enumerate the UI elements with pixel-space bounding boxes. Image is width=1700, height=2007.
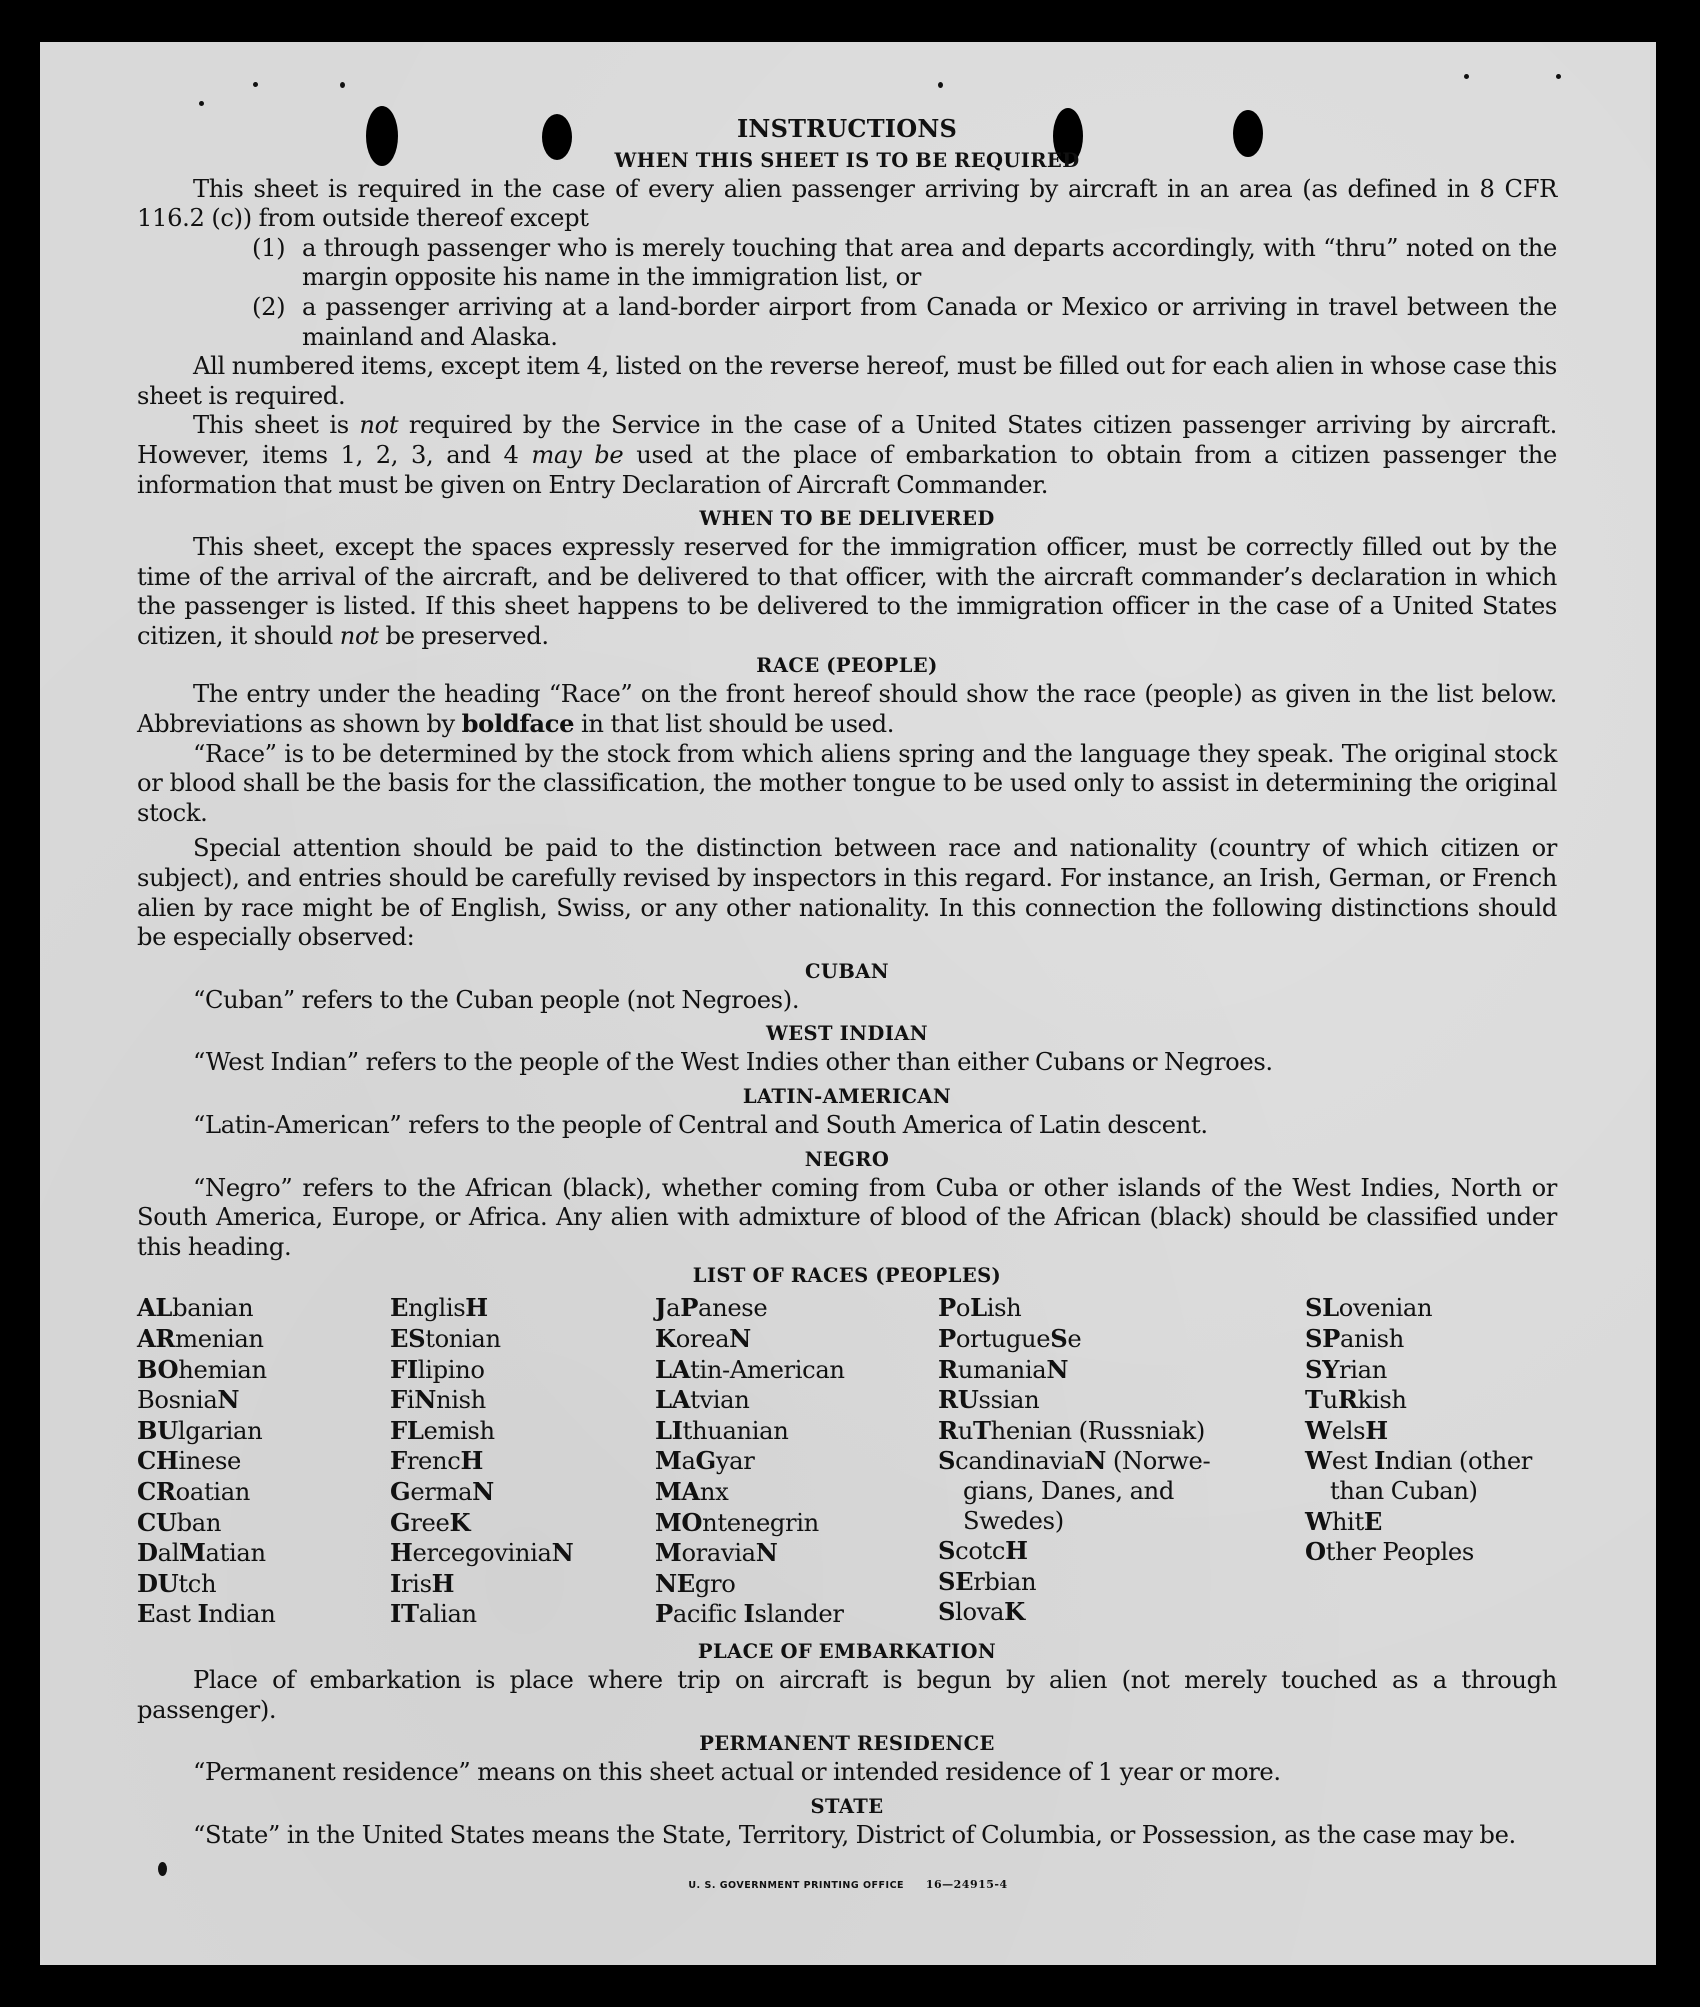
race-name-part: tvian xyxy=(690,1386,750,1415)
race-abbreviation: DU xyxy=(137,1568,179,1598)
race-name-part: umania xyxy=(957,1355,1047,1384)
race-entry xyxy=(655,1569,938,1600)
race-abbreviation: NE xyxy=(655,1568,695,1598)
race-list-column xyxy=(390,1293,655,1630)
race-abbreviation: W xyxy=(1305,1415,1332,1445)
section-heading-required: WHEN THIS SHEET IS TO BE REQUIRED xyxy=(614,148,1080,172)
race-name-part: acific xyxy=(672,1600,744,1629)
race-entry xyxy=(655,1538,938,1569)
race-abbreviation: I xyxy=(197,1599,209,1629)
west-indian-para: “West Indian” refers to the people of the West Indies other than either Cubans or Negroes. xyxy=(193,1048,1273,1077)
race-name-part: orea xyxy=(675,1325,730,1353)
race-para-1 xyxy=(137,680,1557,740)
speck-mark xyxy=(253,82,258,87)
race-entry xyxy=(1305,1537,1557,1568)
race-entry xyxy=(655,1293,938,1324)
race-entry xyxy=(137,1324,390,1355)
race-abbreviation: K xyxy=(1004,1597,1025,1627)
emphasis-text: not xyxy=(359,411,399,440)
race-entry xyxy=(390,1477,655,1508)
section-heading-state: STATE xyxy=(810,1794,884,1818)
race-name-part: al xyxy=(157,1539,180,1568)
race-abbreviation: SY xyxy=(1305,1354,1340,1384)
race-name-part: e xyxy=(1067,1325,1082,1353)
latin-american-para: “Latin-American” refers to the people of Central and South America of Latin descent. xyxy=(193,1111,1208,1140)
race-entry xyxy=(938,1385,1305,1416)
race-abbreviation: R xyxy=(938,1354,958,1384)
race-abbreviation: D xyxy=(137,1538,158,1568)
speck-mark xyxy=(1556,74,1561,79)
race-entry xyxy=(1305,1446,1557,1477)
race-entry xyxy=(390,1324,655,1355)
race-abbreviation: T xyxy=(1305,1385,1323,1415)
race-entry xyxy=(655,1477,938,1508)
race-entry xyxy=(1305,1324,1557,1355)
race-abbreviation: E xyxy=(137,1599,156,1629)
race-entry xyxy=(390,1416,655,1447)
race-abbreviation: N xyxy=(551,1538,574,1568)
race-abbreviation: N xyxy=(217,1385,240,1415)
race-abbreviation: AL xyxy=(137,1293,173,1323)
race-entry xyxy=(655,1355,938,1386)
race-abbreviation: E xyxy=(390,1293,409,1323)
race-entry xyxy=(938,1536,1305,1567)
race-abbreviation: BO xyxy=(137,1354,179,1384)
race-name-part: hit xyxy=(1331,1507,1364,1536)
race-name-part: u xyxy=(957,1416,973,1445)
section-heading-list-of-races: LIST OF RACES (PEOPLES) xyxy=(692,1264,1002,1288)
text-run: be preserved. xyxy=(378,621,549,650)
race-entry-continuation: gians, Danes, and xyxy=(963,1476,1175,1505)
exception-item xyxy=(252,234,1557,293)
race-abbreviation: IT xyxy=(390,1599,419,1629)
race-abbreviation: LA xyxy=(655,1354,691,1384)
race-abbreviation: S xyxy=(938,1536,956,1566)
race-name-part: a xyxy=(681,1447,696,1476)
race-abbreviation: AR xyxy=(137,1324,176,1353)
race-name-part: thuanian xyxy=(682,1416,789,1445)
race-abbreviation: P xyxy=(938,1324,956,1353)
form-code: 16—24915-4 xyxy=(925,1878,1008,1891)
race-name-part: yar xyxy=(715,1447,755,1476)
race-name-part: lgarian xyxy=(177,1416,263,1445)
race-abbreviation: N xyxy=(755,1538,778,1568)
race-entry xyxy=(390,1508,655,1539)
speck-mark xyxy=(1464,74,1469,79)
race-entry xyxy=(137,1508,390,1539)
race-name-part: renc xyxy=(406,1447,461,1476)
embarkation-para: Place of embarkation is place where trip on aircraft is begun by alien (not merely touched as a through passenger). xyxy=(137,1665,1557,1724)
text-run: required by the Service in the case of a United States citizen passenger arriving by aircraft. However, items 1, 2, 3, and 4 xyxy=(137,411,1557,469)
race-abbreviation: CH xyxy=(137,1446,179,1476)
race-abbreviation: SP xyxy=(1305,1324,1340,1353)
race-abbreviation: ES xyxy=(390,1324,426,1353)
race-entry xyxy=(655,1508,938,1539)
race-name-part: i xyxy=(406,1386,415,1415)
race-abbreviation: LI xyxy=(655,1415,683,1445)
race-abbreviation: H xyxy=(1005,1536,1028,1566)
text-run: This sheet is xyxy=(193,411,360,440)
page-title: INSTRUCTIONS xyxy=(737,114,957,143)
race-list-column xyxy=(1305,1293,1557,1630)
race-para-2: “Race” is to be determined by the stock from which aliens spring and the language they speak. The original stock or blood shall be the basis for the classification, the mother tongue to be used only to assist in determining the original stock. xyxy=(137,739,1557,827)
race-name-part: cotc xyxy=(955,1537,1006,1566)
race-abbreviation: LA xyxy=(655,1385,691,1415)
race-name-part: nx xyxy=(699,1477,729,1506)
race-entry xyxy=(137,1355,390,1386)
section-heading-west-indian: WEST INDIAN xyxy=(766,1022,928,1046)
race-abbreviation: P xyxy=(655,1599,673,1629)
race-abbreviation: I xyxy=(1374,1446,1386,1476)
race-entry xyxy=(655,1385,938,1416)
printer-imprint xyxy=(40,1878,1656,1891)
race-name-part: ban xyxy=(176,1508,222,1537)
race-abbreviation: O xyxy=(1305,1537,1326,1567)
race-abbreviation: L xyxy=(970,1293,987,1323)
race-entry xyxy=(137,1293,390,1324)
race-entry xyxy=(137,1599,390,1630)
race-abbreviation: K xyxy=(655,1324,676,1353)
state-para: “State” in the United States means the State, Territory, District of Columbia, or Possession, as the case may be. xyxy=(193,1820,1516,1849)
instructions-body xyxy=(137,114,1557,1850)
race-abbreviation: J xyxy=(655,1293,667,1323)
race-name-part: ast xyxy=(155,1600,198,1629)
race-name-part: kish xyxy=(1357,1386,1407,1415)
race-name-part: anese xyxy=(698,1294,768,1323)
race-name-part: est xyxy=(1331,1447,1375,1476)
race-entry xyxy=(938,1416,1305,1447)
printer-name: U. S. GOVERNMENT PRINTING OFFICE xyxy=(688,1880,905,1891)
race-name-part: ntenegrin xyxy=(702,1508,819,1537)
race-entry xyxy=(938,1324,1305,1355)
race-para-3: Special attention should be paid to the distinction between race and nationality (country of which citizen or subject), and entries should be carefully revised by inspectors in this regard. For instance, an Irish, German, or French alien by race might be of English, Swiss, or any other nationality. In this connection the following distinctions should be especially observed: xyxy=(137,834,1557,952)
exception-number: (1) xyxy=(252,233,286,262)
race-list-column xyxy=(137,1293,390,1630)
race-name-part: alian xyxy=(418,1600,477,1629)
race-name-part: ovenian xyxy=(1338,1294,1433,1323)
race-list xyxy=(137,1293,1557,1630)
race-entry xyxy=(655,1446,938,1477)
race-name-part: ree xyxy=(410,1508,450,1537)
race-entry xyxy=(655,1599,938,1630)
race-abbreviation: CU xyxy=(137,1507,177,1537)
race-abbreviation: R xyxy=(1337,1385,1358,1415)
race-name-part: gro xyxy=(694,1569,736,1598)
race-entry xyxy=(655,1324,938,1355)
race-entry xyxy=(137,1538,390,1569)
race-name-part: Bosnia xyxy=(137,1386,218,1415)
race-abbreviation: W xyxy=(1305,1506,1332,1536)
race-abbreviation: H xyxy=(390,1538,413,1568)
race-abbreviation: G xyxy=(390,1476,411,1506)
race-name-part: nglis xyxy=(408,1294,466,1323)
race-name-part: ris xyxy=(400,1569,432,1598)
race-name-part: oatian xyxy=(175,1477,250,1506)
race-abbreviation: M xyxy=(655,1538,682,1568)
race-abbreviation: P xyxy=(680,1293,699,1323)
text-run: in that list should be used. xyxy=(574,710,895,739)
race-name-part: rbian xyxy=(973,1567,1037,1596)
race-abbreviation: S xyxy=(938,1446,956,1476)
race-name-part: erma xyxy=(410,1477,473,1506)
race-abbreviation: E xyxy=(1363,1506,1382,1536)
race-abbreviation: S xyxy=(938,1597,956,1627)
race-abbreviation: W xyxy=(1305,1446,1332,1476)
race-abbreviation: H xyxy=(460,1446,483,1476)
document-page xyxy=(40,42,1656,1965)
section-heading-negro: NEGRO xyxy=(804,1147,890,1171)
race-entry xyxy=(1305,1355,1557,1386)
race-list-column xyxy=(938,1293,1305,1630)
race-name-part: u xyxy=(1322,1386,1338,1415)
race-abbreviation: R xyxy=(938,1415,958,1445)
race-entry xyxy=(137,1477,390,1508)
race-entry xyxy=(137,1446,390,1477)
race-abbreviation: F xyxy=(390,1446,407,1476)
section-heading-cuban: CUBAN xyxy=(805,959,889,983)
race-abbreviation: T xyxy=(973,1415,991,1445)
race-abbreviation: P xyxy=(938,1293,956,1323)
race-abbreviation: N xyxy=(1084,1446,1106,1476)
race-abbreviation: F xyxy=(390,1385,407,1415)
speck-mark xyxy=(938,82,943,88)
emphasis-text: may be xyxy=(531,440,624,469)
race-name-part: ther Peoples xyxy=(1325,1538,1474,1567)
race-entry xyxy=(938,1355,1305,1386)
exception-text: a passenger arriving at a land-border airport from Canada or Mexico or arriving in travel between the mainland and Alaska. xyxy=(302,292,1557,351)
race-name-part: henian (Russniak) xyxy=(990,1416,1205,1445)
race-name-part: candinavia xyxy=(955,1447,1085,1476)
race-entry xyxy=(137,1416,390,1447)
race-name-part: emish xyxy=(423,1416,495,1445)
text-run: The entry under the heading “Race” on the front hereof should show the race (people) as given in the list below. Abbreviations as shown by xyxy=(137,679,1557,739)
race-abbreviation: RU xyxy=(938,1385,979,1415)
section-heading-delivered: WHEN TO BE DELIVERED xyxy=(699,507,995,531)
race-entry xyxy=(938,1567,1305,1598)
race-entry xyxy=(137,1385,390,1416)
race-abbreviation: MO xyxy=(655,1507,703,1537)
speck-mark xyxy=(199,101,204,106)
text-run: This sheet, except the spaces expressly reserved for the immigration officer, must be correctly filled out by the time of the arrival of the aircraft, and be delivered to that officer, with the aircraft commander’s declaration in which the passenger is listed. If this sheet happens to be delivered to the immigration officer in the case of a United States citizen, it should xyxy=(137,533,1557,650)
race-name-part: tonian xyxy=(425,1325,501,1353)
race-entry xyxy=(390,1599,655,1630)
speck-mark xyxy=(340,82,345,88)
race-entry xyxy=(390,1293,655,1324)
race-entry-continuation: Swedes) xyxy=(963,1506,1064,1535)
race-entry xyxy=(938,1446,1305,1477)
race-name-part: lipino xyxy=(417,1355,485,1384)
speck-mark xyxy=(158,1862,167,1876)
race-entry xyxy=(390,1538,655,1569)
race-entry xyxy=(390,1569,655,1600)
cuban-para: “Cuban” refers to the Cuban people (not Negroes). xyxy=(193,985,800,1014)
race-name-part: atian xyxy=(205,1539,266,1568)
race-abbreviation: FI xyxy=(390,1354,418,1384)
required-para-items: All numbered items, except item 4, listed on the reverse hereof, must be filled out for each alien in whose case this sheet is required. xyxy=(137,352,1557,410)
race-name-part: slander xyxy=(754,1600,844,1629)
race-name-part: ish xyxy=(986,1294,1022,1323)
race-name-part: lova xyxy=(955,1598,1005,1627)
race-entry-continuation: than Cuban) xyxy=(1330,1476,1478,1505)
race-abbreviation: S xyxy=(1050,1324,1068,1353)
race-name-part: rian xyxy=(1339,1355,1387,1384)
race-name-part: oravia xyxy=(681,1539,756,1568)
race-abbreviation: I xyxy=(743,1599,755,1629)
race-name-part: ndian (other xyxy=(1385,1447,1533,1476)
race-name-part: a xyxy=(666,1294,681,1323)
race-abbreviation: H xyxy=(1365,1415,1388,1445)
race-abbreviation: N xyxy=(1046,1354,1069,1384)
race-entry xyxy=(390,1385,655,1416)
race-entry xyxy=(390,1355,655,1386)
race-entry xyxy=(1305,1416,1557,1447)
race-name-part: els xyxy=(1331,1416,1366,1445)
exception-item xyxy=(252,293,1557,352)
race-abbreviation: H xyxy=(431,1568,455,1598)
text-run: used at the place of embarkation to obtain from a citizen passenger the information that must be given on Entry Declaration of Aircraft Commander. xyxy=(137,440,1557,499)
race-entry xyxy=(938,1597,1305,1628)
race-abbreviation: BU xyxy=(137,1415,178,1445)
race-name-part: ercegovinia xyxy=(412,1539,552,1568)
race-abbreviation: CR xyxy=(137,1476,176,1506)
race-name-part: nish xyxy=(435,1386,486,1415)
race-entry xyxy=(390,1446,655,1477)
race-abbreviation: SE xyxy=(938,1566,974,1596)
race-abbreviation: M xyxy=(655,1446,682,1476)
race-entry xyxy=(1305,1385,1557,1416)
race-entry xyxy=(938,1293,1305,1324)
section-heading-residence: PERMANENT RESIDENCE xyxy=(699,1732,995,1756)
section-heading-race: RACE (PEOPLE) xyxy=(756,653,938,677)
race-entry xyxy=(137,1569,390,1600)
required-para-citizen xyxy=(137,411,1557,500)
race-name-part: o xyxy=(955,1294,971,1323)
race-abbreviation: G xyxy=(695,1446,716,1476)
race-name-part: ssian xyxy=(978,1386,1040,1415)
section-heading-embarkation: PLACE OF EMBARKATION xyxy=(697,1639,997,1663)
emphasis-text: not xyxy=(339,621,379,650)
race-entry xyxy=(1305,1293,1557,1324)
race-entry xyxy=(655,1416,938,1447)
delivered-para xyxy=(137,533,1557,651)
race-name-part: banian xyxy=(172,1294,254,1323)
race-name-part: tin-American xyxy=(690,1355,845,1384)
exception-number: (2) xyxy=(252,292,286,321)
race-abbreviation: K xyxy=(449,1507,471,1537)
race-abbreviation: MA xyxy=(655,1476,700,1506)
race-name-part: inese xyxy=(178,1447,242,1476)
race-name-part: ortugue xyxy=(955,1325,1051,1353)
race-name-part: tch xyxy=(178,1569,217,1598)
race-name-part: anish xyxy=(1339,1325,1404,1353)
race-name-part: menian xyxy=(175,1325,264,1353)
race-entry xyxy=(1305,1507,1557,1538)
race-abbreviation: SL xyxy=(1305,1293,1339,1323)
race-abbreviation: H xyxy=(465,1293,488,1323)
race-abbreviation: N xyxy=(472,1476,494,1506)
race-abbreviation: N xyxy=(729,1324,751,1353)
residence-para: “Permanent residence” means on this sheet actual or intended residence of 1 year or more. xyxy=(193,1758,1281,1787)
race-name-part: (Norwe- xyxy=(1105,1447,1211,1476)
bold-text: boldface xyxy=(461,709,575,739)
section-heading-latin-american: LATIN-AMERICAN xyxy=(742,1085,952,1109)
required-intro: This sheet is required in the case of every alien passenger arriving by aircraft in an area (as defined in 8 CFR 116.2 (c)) from outside thereof except xyxy=(137,174,1557,233)
race-name-part: ndian xyxy=(208,1600,276,1629)
race-abbreviation: I xyxy=(390,1568,401,1598)
race-name-part: hemian xyxy=(178,1355,267,1384)
negro-para: “Negro” refers to the African (black), whether coming from Cuba or other islands of the West Indies, North or South America, Europe, or Africa. Any alien with admixture of blood of the African (black) should be classified under this heading. xyxy=(137,1173,1557,1261)
exception-text: a through passenger who is merely touching that area and departs accordingly, with “thru” noted on the margin opposite his name in the immigration list, or xyxy=(302,233,1557,292)
race-abbreviation: M xyxy=(179,1538,206,1568)
race-abbreviation: FL xyxy=(390,1415,424,1445)
race-abbreviation: N xyxy=(414,1385,436,1415)
race-abbreviation: G xyxy=(390,1507,411,1537)
race-list-column xyxy=(655,1293,938,1630)
